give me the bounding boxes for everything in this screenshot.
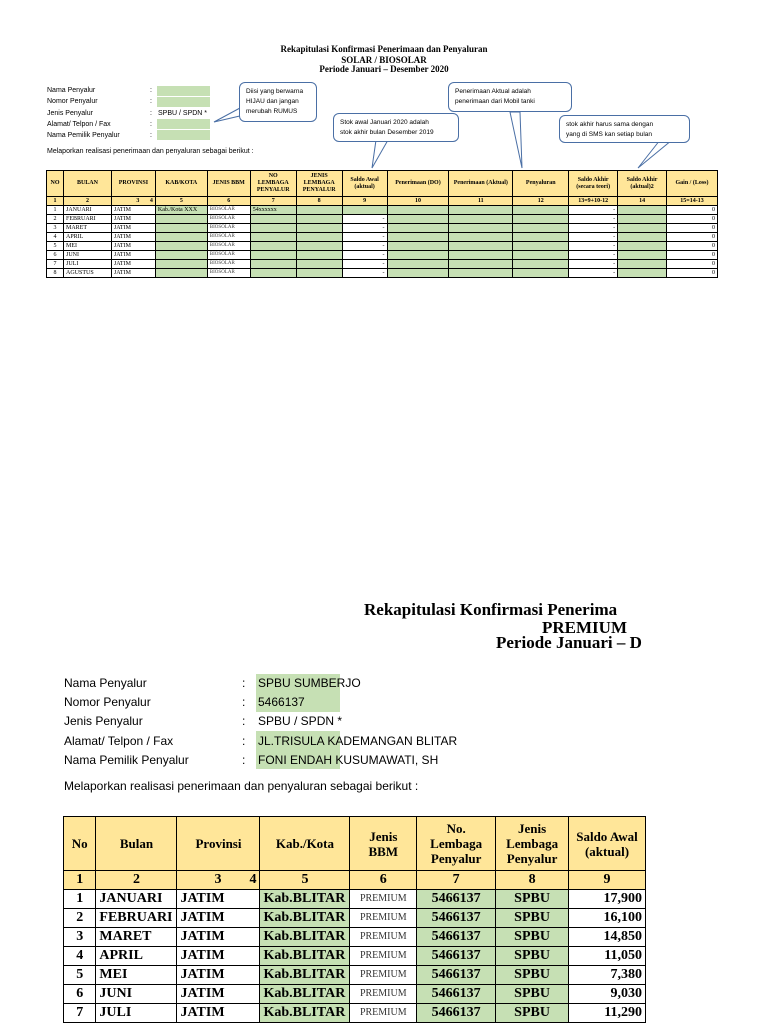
table-cell-gain: 0 — [667, 251, 718, 260]
table-cell-jenis: PREMIUM — [350, 909, 417, 928]
table-cell-input[interactable] — [618, 242, 667, 251]
col-number: 10 — [387, 197, 449, 206]
table-cell-prov: JATIM — [111, 215, 155, 224]
table-cell-input[interactable] — [296, 215, 342, 224]
field-label: Alamat/ Telpon / Fax — [47, 121, 111, 128]
field-label: Nama Penyalur — [47, 87, 96, 94]
col-header: Bulan — [96, 817, 177, 871]
doc1-title: Rekapitulasi Konfirmasi Penerimaan dan Penyaluran — [280, 44, 488, 54]
header-row — [64, 817, 646, 871]
table-row — [47, 242, 718, 251]
table-cell-kab[interactable]: Kab.BLITAR — [260, 947, 350, 966]
table-cell-input[interactable] — [513, 251, 569, 260]
table-cell-saldo: - — [342, 233, 387, 242]
table-cell-jenis: PREMIUM — [350, 966, 417, 985]
col-number: 4 — [249, 872, 257, 887]
table-cell-saldo[interactable] — [342, 206, 387, 215]
table-row — [47, 233, 718, 242]
table-cell-gain: 0 — [667, 206, 718, 215]
table-row — [47, 215, 718, 224]
table-cell-input[interactable] — [387, 242, 449, 251]
col-header: Jenis BBM — [350, 817, 417, 871]
table-cell-lembaga[interactable] — [250, 242, 296, 251]
doc2-table — [63, 816, 646, 1023]
col-number: 3 — [214, 872, 222, 887]
table-cell-jenis: PREMIUM — [350, 890, 417, 909]
table-cell-prov: JATIM — [177, 1004, 260, 1023]
table-cell-teori: - — [569, 224, 618, 233]
field-value-jenis: SPBU / SPDN * — [158, 110, 208, 117]
table-cell-kab[interactable] — [155, 269, 207, 278]
col-number: 1 — [64, 871, 96, 890]
col-header: KAB/KOTA — [155, 171, 207, 197]
table-cell-input[interactable] — [513, 233, 569, 242]
table-cell-input[interactable] — [449, 269, 513, 278]
table-cell-bulan: JUNI — [63, 251, 111, 260]
table-cell-prov: JATIM — [177, 985, 260, 1004]
doc2-title: Rekapitulasi Konfirmasi Penerima — [364, 600, 618, 619]
table-cell-bulan: JULI — [96, 1004, 177, 1023]
table-cell-gain: 0 — [667, 224, 718, 233]
table-cell-saldo: 14,850 — [569, 928, 646, 947]
table-row — [47, 269, 718, 278]
field-label: Nama Pemilik Penyalur — [47, 132, 120, 139]
field-value-pemilik: FONI ENDAH KUSUMAWATI, SH — [258, 753, 439, 767]
table-cell-no: 3 — [47, 224, 64, 233]
table-cell-gain: 0 — [667, 260, 718, 269]
header-row — [47, 171, 718, 197]
field-value-nomor: 5466137 — [258, 695, 305, 709]
doc1-subtitle-fuel: SOLAR / BIOSOLAR — [341, 55, 427, 65]
col-header: Saldo Akhir (aktual)2 — [618, 171, 667, 197]
col-number: 2 — [96, 871, 177, 890]
field-colon: : — [242, 695, 246, 709]
col-header: BULAN — [63, 171, 111, 197]
col-header: Saldo Awal (aktual) — [569, 817, 646, 871]
col-number: 5 — [260, 871, 350, 890]
field-colon: : — [150, 87, 152, 94]
col-header: Jenis Lembaga Penyalur — [496, 817, 569, 871]
table-cell-prov: JATIM — [111, 251, 155, 260]
col-header: JENIS LEMBAGA PENYALUR — [296, 171, 342, 197]
table-cell-jenis: BIOSOLAR — [207, 224, 250, 233]
table-cell-kab[interactable]: Kab.BLITAR — [260, 890, 350, 909]
table-cell-teori: - — [569, 206, 618, 215]
table-cell-prov: JATIM — [111, 206, 155, 215]
table-cell-input[interactable] — [513, 224, 569, 233]
table-cell-saldo: 11,290 — [569, 1004, 646, 1023]
table-cell-input[interactable] — [618, 206, 667, 215]
col-number: 6 — [207, 197, 250, 206]
table-cell-kab[interactable] — [155, 251, 207, 260]
table-cell-input[interactable] — [296, 269, 342, 278]
table-cell-bulan: FEBRUARI — [96, 909, 177, 928]
table-cell-teori: - — [569, 215, 618, 224]
table-cell-prov: JATIM — [111, 260, 155, 269]
table-cell-bulan: APRIL — [96, 947, 177, 966]
callout-text: HIJAU dan jangan — [246, 97, 299, 105]
doc1-period: Periode Januari – Desember 2020 — [319, 64, 449, 74]
table-cell-kab[interactable] — [155, 233, 207, 242]
table-row — [64, 966, 646, 985]
table-cell-input[interactable] — [387, 224, 449, 233]
doc2-subtitle-fuel: PREMIUM — [542, 618, 627, 637]
table-cell-saldo: - — [342, 269, 387, 278]
table-cell-input[interactable] — [387, 215, 449, 224]
table-cell-no: 1 — [47, 206, 64, 215]
table-cell-saldo: - — [342, 224, 387, 233]
table-cell-jenis: BIOSOLAR — [207, 260, 250, 269]
column-number-row — [64, 871, 646, 890]
table-cell-no: 6 — [64, 985, 96, 1004]
table-cell-input[interactable] — [296, 251, 342, 260]
table-cell-input[interactable] — [387, 206, 449, 215]
callout-text: merubah RUMUS — [246, 107, 298, 115]
field-colon: : — [150, 98, 152, 105]
table-cell-jl[interactable]: SPBU — [496, 1004, 569, 1023]
col-header: NO — [47, 171, 64, 197]
table-cell-teori: - — [569, 269, 618, 278]
doc2-table-body — [64, 890, 646, 1023]
field-label: Nama Penyalur — [64, 676, 147, 690]
col-number: 8 — [296, 197, 342, 206]
table-cell-jenis: PREMIUM — [350, 985, 417, 1004]
table-cell-lembaga[interactable]: 54xxxxxx — [250, 206, 296, 215]
callout-text: Diisi yang berwarna — [246, 88, 304, 95]
table-cell-bulan: MARET — [96, 928, 177, 947]
table-cell-jenis: BIOSOLAR — [207, 233, 250, 242]
col-number: 1 — [47, 197, 64, 206]
col-number: 8 — [496, 871, 569, 890]
col-number: 15=14-13 — [667, 197, 718, 206]
table-row — [64, 890, 646, 909]
col-header: NO LEMBAGA PENYALUR — [250, 171, 296, 197]
callout-text: yang di SMS kan setiap bulan — [566, 130, 652, 138]
table-cell-saldo: - — [342, 215, 387, 224]
table-cell-bulan: APRIL — [63, 233, 111, 242]
table-cell-input[interactable] — [296, 260, 342, 269]
table-cell-bulan: JANUARI — [63, 206, 111, 215]
doc1-report-line: Melaporkan realisasi penerimaan dan penyaluran sebagai berikut : — [47, 148, 254, 155]
table-cell-no: 2 — [47, 215, 64, 224]
table-cell-bulan: JUNI — [96, 985, 177, 1004]
callout-text: stok akhir harus sama dengan — [566, 121, 654, 128]
table-cell-bulan: MEI — [63, 242, 111, 251]
table-cell-lembaga[interactable] — [250, 215, 296, 224]
field-value-nama: SPBU SUMBERJO — [258, 676, 361, 690]
field-colon: : — [242, 676, 246, 690]
table-cell-prov: JATIM — [111, 224, 155, 233]
col-header: Saldo Akhir (secara teori) — [569, 171, 618, 197]
table-cell-lembaga[interactable]: 5466137 — [417, 1004, 496, 1023]
table-cell-kab[interactable]: Kab.BLITAR — [260, 928, 350, 947]
col-number: 13=9+10-12 — [569, 197, 618, 206]
table-cell-input[interactable] — [387, 269, 449, 278]
table-cell-jenis: PREMIUM — [350, 1004, 417, 1023]
col-header: No. Lembaga Penyalur — [417, 817, 496, 871]
table-cell-jl[interactable]: SPBU — [496, 890, 569, 909]
table-cell-input[interactable] — [513, 269, 569, 278]
table-cell-input[interactable] — [449, 224, 513, 233]
table-cell-input[interactable] — [513, 242, 569, 251]
table-cell-bulan: MARET — [63, 224, 111, 233]
table-cell-no: 7 — [47, 260, 64, 269]
table-row — [64, 985, 646, 1004]
table-row — [64, 1004, 646, 1023]
field-label: Nomor Penyalur — [64, 695, 151, 709]
doc2-report-line: Melaporkan realisasi penerimaan dan penyaluran sebagai berikut : — [64, 779, 419, 793]
table-cell-lembaga[interactable]: 5466137 — [417, 966, 496, 985]
table-cell-lembaga[interactable]: 5466137 — [417, 890, 496, 909]
table-cell-input[interactable] — [618, 215, 667, 224]
table-cell-saldo: - — [342, 251, 387, 260]
table-cell-input[interactable] — [618, 269, 667, 278]
table-cell-saldo: - — [342, 242, 387, 251]
field-label: Jenis Penyalur — [47, 110, 93, 117]
col-number: 12 — [513, 197, 569, 206]
col-number — [177, 871, 260, 890]
col-header: Penyaluran — [513, 171, 569, 197]
table-row — [47, 251, 718, 260]
col-number: 9 — [569, 871, 646, 890]
table-cell-input[interactable] — [296, 224, 342, 233]
field-label: Nama Pemilik Penyalur — [64, 753, 189, 767]
table-cell-saldo: 17,900 — [569, 890, 646, 909]
col-number: 4 — [149, 198, 153, 204]
field-value-jenis: SPBU / SPDN * — [258, 714, 343, 728]
table-cell-no: 5 — [47, 242, 64, 251]
table-cell-input[interactable] — [449, 260, 513, 269]
table-cell-jl[interactable]: SPBU — [496, 909, 569, 928]
table-cell-jenis: BIOSOLAR — [207, 269, 250, 278]
table-cell-lembaga[interactable]: 5466137 — [417, 985, 496, 1004]
table-cell-teori: - — [569, 242, 618, 251]
table-cell-lembaga[interactable] — [250, 233, 296, 242]
field-value-alamat: JL.TRISULA KADEMANGAN BLITAR — [258, 734, 458, 748]
table-cell-jl[interactable]: SPBU — [496, 947, 569, 966]
table-cell-saldo: 11,050 — [569, 947, 646, 966]
col-number — [111, 197, 155, 206]
field-colon: : — [150, 121, 152, 128]
field-colon: : — [242, 734, 246, 748]
table-cell-no: 2 — [64, 909, 96, 928]
table-cell-kab[interactable]: Kab.BLITAR — [260, 966, 350, 985]
table-cell-prov: JATIM — [177, 947, 260, 966]
table-cell-prov: JATIM — [177, 928, 260, 947]
table-cell-gain: 0 — [667, 269, 718, 278]
table-cell-prov: JATIM — [177, 890, 260, 909]
table-cell-bulan: AGUSTUS — [63, 269, 111, 278]
col-header: Penerimaan (DO) — [387, 171, 449, 197]
table-cell-jenis: BIOSOLAR — [207, 251, 250, 260]
table-cell-kab[interactable]: Kab./Kota XXX — [155, 206, 207, 215]
table-cell-jl[interactable]: SPBU — [496, 928, 569, 947]
table-row — [47, 206, 718, 215]
table-cell-no: 8 — [47, 269, 64, 278]
table-cell-input[interactable] — [387, 260, 449, 269]
callout-text: stok akhir bulan Desember 2019 — [340, 128, 434, 136]
column-number-row — [47, 197, 718, 206]
table-cell-bulan: MEI — [96, 966, 177, 985]
table-cell-no: 1 — [64, 890, 96, 909]
table-cell-jenis: PREMIUM — [350, 928, 417, 947]
table-row — [64, 947, 646, 966]
table-cell-input[interactable] — [296, 242, 342, 251]
callout-text: Stok awal Januari 2020 adalah — [340, 119, 429, 126]
field-colon: : — [150, 132, 152, 139]
table-cell-input[interactable] — [449, 251, 513, 260]
table-cell-prov: JATIM — [111, 269, 155, 278]
table-cell-input[interactable] — [387, 251, 449, 260]
table-cell-input[interactable] — [296, 206, 342, 215]
table-cell-jenis: PREMIUM — [350, 947, 417, 966]
table-cell-jl[interactable]: SPBU — [496, 985, 569, 1004]
table-cell-jenis: BIOSOLAR — [207, 206, 250, 215]
table-cell-saldo: - — [342, 260, 387, 269]
table-cell-kab[interactable]: Kab.BLITAR — [260, 909, 350, 928]
table-cell-lembaga[interactable]: 5466137 — [417, 928, 496, 947]
col-number: 7 — [250, 197, 296, 206]
col-header: No — [64, 817, 96, 871]
table-row — [64, 909, 646, 928]
table-cell-prov: JATIM — [177, 909, 260, 928]
table-cell-gain: 0 — [667, 215, 718, 224]
table-cell-input[interactable] — [449, 215, 513, 224]
table-cell-teori: - — [569, 251, 618, 260]
table-cell-prov: JATIM — [111, 242, 155, 251]
callout-text: Penerimaan Aktual adalah — [455, 88, 531, 95]
doc1-table-body — [47, 206, 718, 278]
table-cell-input[interactable] — [449, 233, 513, 242]
table-cell-teori: - — [569, 233, 618, 242]
table-cell-input[interactable] — [618, 233, 667, 242]
col-header: Saldo Awal (aktual) — [342, 171, 387, 197]
field-label: Nomor Penyalur — [47, 98, 98, 105]
table-cell-input[interactable] — [513, 215, 569, 224]
table-cell-input[interactable] — [513, 260, 569, 269]
table-cell-no: 3 — [64, 928, 96, 947]
table-cell-jl[interactable]: SPBU — [496, 966, 569, 985]
table-cell-input[interactable] — [387, 233, 449, 242]
field-colon: : — [150, 110, 152, 117]
col-number: 7 — [417, 871, 496, 890]
table-cell-input[interactable] — [296, 233, 342, 242]
callout-text: penerimaan dari Mobil tanki — [455, 97, 535, 105]
table-cell-gain: 0 — [667, 233, 718, 242]
table-cell-prov: JATIM — [111, 233, 155, 242]
field-label: Alamat/ Telpon / Fax — [64, 734, 174, 748]
callout-stok-akhir-note — [559, 115, 690, 143]
callout-penerimaan-note — [448, 82, 572, 112]
table-cell-no: 5 — [64, 966, 96, 985]
col-number: 2 — [63, 197, 111, 206]
table-cell-kab[interactable] — [155, 215, 207, 224]
table-cell-no: 6 — [47, 251, 64, 260]
col-header: Gain / (Loss) — [667, 171, 718, 197]
table-cell-lembaga[interactable] — [250, 260, 296, 269]
col-header: JENIS BBM — [207, 171, 250, 197]
table-cell-lembaga[interactable] — [250, 251, 296, 260]
table-cell-lembaga[interactable]: 5466137 — [417, 947, 496, 966]
table-cell-lembaga[interactable] — [250, 269, 296, 278]
col-number: 3 — [136, 198, 140, 204]
table-cell-bulan: JULI — [63, 260, 111, 269]
table-row — [47, 260, 718, 269]
table-cell-input[interactable] — [449, 206, 513, 215]
table-cell-jenis: BIOSOLAR — [207, 242, 250, 251]
table-cell-no: 4 — [47, 233, 64, 242]
table-cell-lembaga[interactable]: 5466137 — [417, 909, 496, 928]
callout-stok-awal-note — [333, 113, 459, 142]
table-cell-saldo: 9,030 — [569, 985, 646, 1004]
table-cell-input[interactable] — [449, 242, 513, 251]
callout-green-fill-note — [239, 82, 317, 122]
col-number: 14 — [618, 197, 667, 206]
table-cell-kab[interactable] — [155, 260, 207, 269]
table-cell-no: 4 — [64, 947, 96, 966]
col-header: PROVINSI — [111, 171, 155, 197]
col-header: Provinsi — [177, 817, 260, 871]
col-number: 6 — [350, 871, 417, 890]
table-cell-input[interactable] — [618, 260, 667, 269]
table-cell-kab[interactable] — [155, 224, 207, 233]
table-cell-teori: - — [569, 260, 618, 269]
callout-pointers — [0, 0, 768, 190]
table-cell-kab[interactable]: Kab.BLITAR — [260, 985, 350, 1004]
field-label: Jenis Penyalur — [64, 714, 143, 728]
col-header: Kab./Kota — [260, 817, 350, 871]
table-cell-input[interactable] — [618, 224, 667, 233]
doc2-period: Periode Januari – D — [496, 633, 642, 652]
field-colon: : — [242, 714, 246, 728]
table-cell-input[interactable] — [513, 206, 569, 215]
table-cell-lembaga[interactable] — [250, 224, 296, 233]
table-cell-bulan: FEBRUARI — [63, 215, 111, 224]
col-number: 11 — [449, 197, 513, 206]
table-cell-saldo: 16,100 — [569, 909, 646, 928]
table-cell-jenis: BIOSOLAR — [207, 215, 250, 224]
table-row — [47, 224, 718, 233]
table-cell-input[interactable] — [618, 251, 667, 260]
table-cell-saldo: 7,380 — [569, 966, 646, 985]
table-cell-kab[interactable]: Kab.BLITAR — [260, 1004, 350, 1023]
col-number: 5 — [155, 197, 207, 206]
table-row — [64, 928, 646, 947]
table-cell-prov: JATIM — [177, 966, 260, 985]
table-cell-gain: 0 — [667, 242, 718, 251]
col-number: 9 — [342, 197, 387, 206]
table-cell-kab[interactable] — [155, 242, 207, 251]
col-header: Penerimaan (Aktual) — [449, 171, 513, 197]
field-colon: : — [242, 753, 246, 767]
table-cell-no: 7 — [64, 1004, 96, 1023]
table-cell-bulan: JANUARI — [96, 890, 177, 909]
doc1-table — [46, 170, 718, 278]
